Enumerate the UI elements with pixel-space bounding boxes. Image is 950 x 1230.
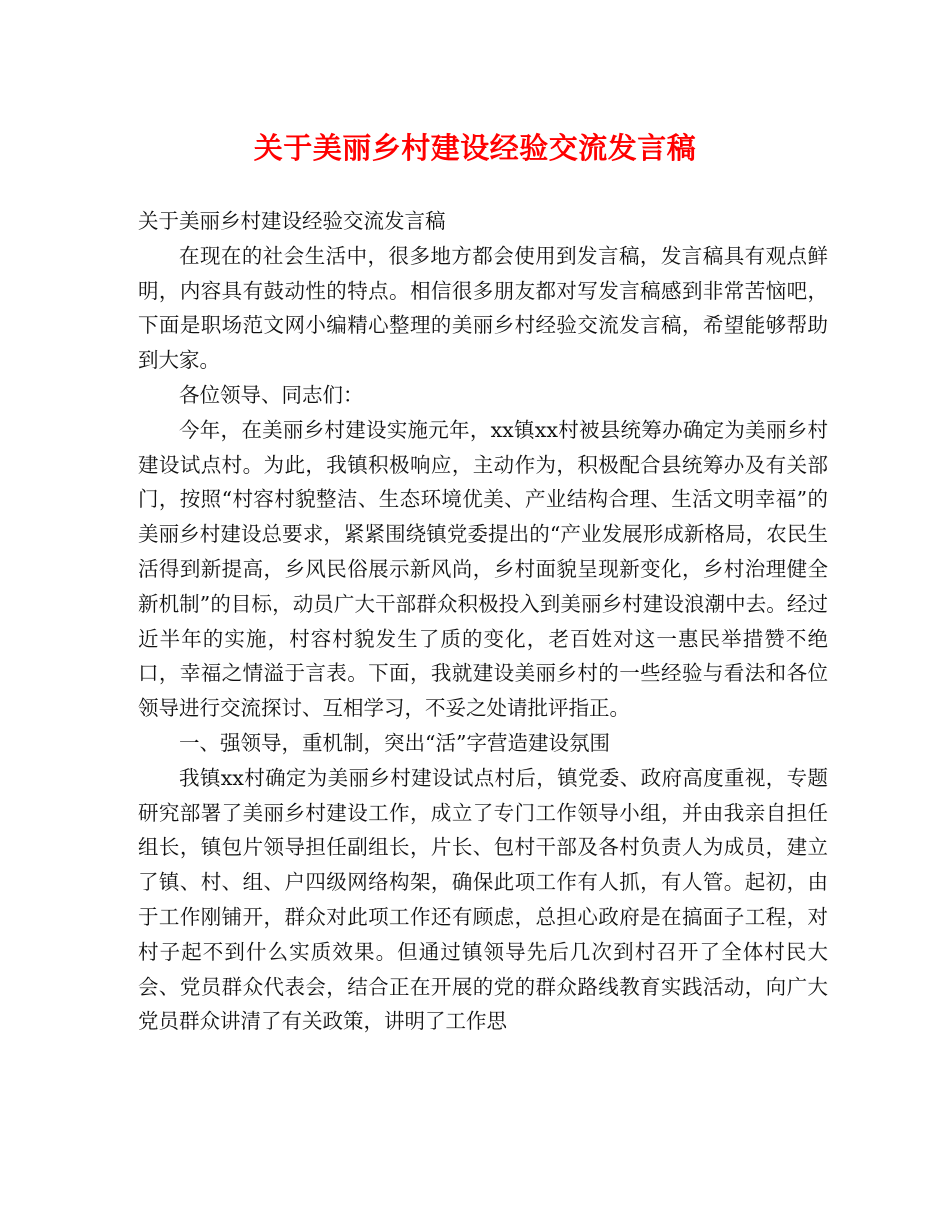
paragraph-section-1: 我镇xx村确定为美丽乡村建设试点村后，镇党委、政府高度重视，专题研究部署了美丽乡村建设工作，成立了专门工作领导小组，并由我亲自担任组长，镇包片领导担任副组长，片长、包村干部及各村负责人为成员，建立了镇、村、组、户四级网络构架，确保此项工作有人抓，有人管。起初，由于工作刚铺开，群众对此项工作还有顾虑，总担心政府是在搞面子工程，对村子起不到什么实质效果。但通过镇领导先后几次到村召开了全体村民大会、党员群众代表会，结合正在开展的党的群众路线教育实践活动，向广大党员群众讲清了有关政策，讲明了工作思	[138, 765, 828, 1034]
section-heading-1: 一、强领导，重机制，突出“活”字营造建设氛围	[179, 730, 610, 755]
document-title: 关于美丽乡村建设经验交流发言稿	[253, 131, 697, 165]
paragraph-overview: 今年，在美丽乡村建设实施元年，xx镇xx村被县统筹办确定为美丽乡村建设试点村。为此，我镇积极响应，主动作为，积极配合县统筹办及有关部门，按照“村容村貌整洁、生态环境优美、产业结构合理、生活文明幸福”的美丽乡村建设总要求，紧紧围绕镇党委提出的“产业发展形成新格局，农民生活得到新提高，乡风民俗展示新风尚，乡村面貌呈现新变化，乡村治理健全新机制”的目标，动员广大干部群众积极投入到美丽乡村建设浪潮中去。经过近半年的实施，村容村貌发生了质的变化，老百姓对这一惠民举措赞不绝口，幸福之情溢于言表。下面，我就建设美丽乡村的一些经验与看法和各位领导进行交流探讨、互相学习，不妥之处请批评指正。	[138, 417, 828, 721]
paragraph-intro: 在现在的社会生活中，很多地方都会使用到发言稿，发言稿具有观点鲜明，内容具有鼓动性的特点。相信很多朋友都对写发言稿感到非常苦恼吧，下面是职场范文网小编精心整理的美丽乡村经验交流发言稿，希望能够帮助到大家。	[138, 243, 828, 373]
paragraph-salutation: 各位领导、同志们：	[179, 382, 364, 407]
paragraph-subtitle: 关于美丽乡村建设经验交流发言稿	[138, 209, 446, 233]
document-body	[138, 204, 828, 1039]
